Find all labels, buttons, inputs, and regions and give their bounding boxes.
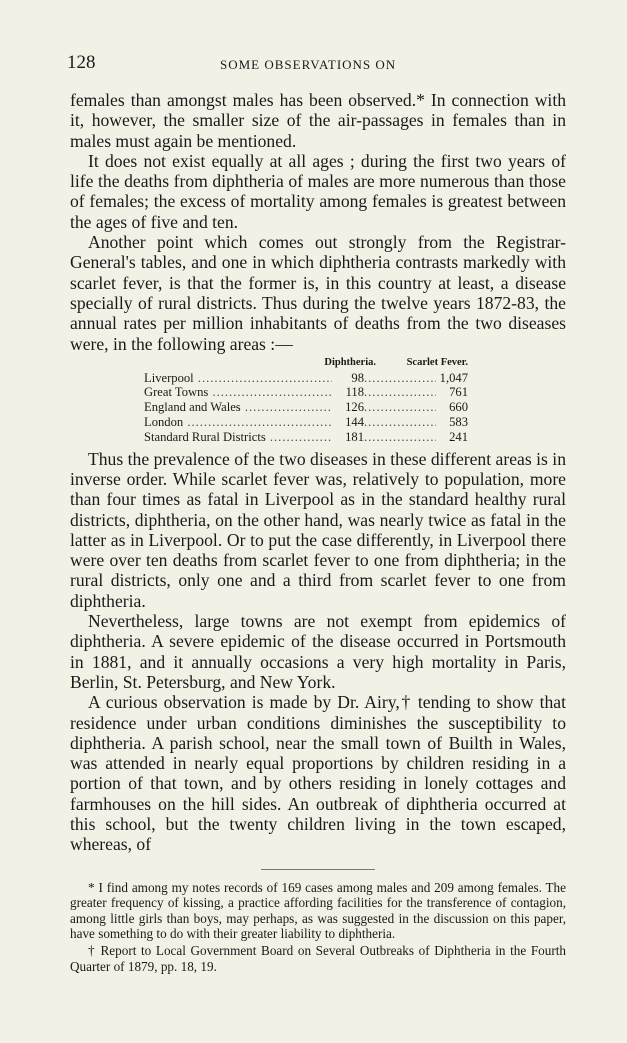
table-row bbox=[144, 430, 468, 445]
diphtheria-rate: 181 bbox=[345, 429, 364, 444]
scarlet-fever-rate: 761 bbox=[449, 385, 468, 400]
dot-leader bbox=[364, 371, 436, 386]
paragraph: Thus the prevalence of the two diseases in these different areas is in inverse order. While scarlet fever was, relatively to population, more than four times as fatal in Liverpool as in the standard healthy rural districts, diphtheria, on the other hand, was nearly twice as fatal in the latter as in Liverpool. Or to put the case differently, in Liverpool there were over ten deaths from scarlet fever to one from diphtheria; in the rural districts, only one and a third from scarlet fever to one from diphtheria. bbox=[70, 448, 566, 611]
table-row bbox=[144, 385, 468, 400]
footnote: † Report to Local Government Board on Several Outbreaks of Diphtheria in the Fourth Quarter of 1879, pp. 18, 19. bbox=[70, 942, 566, 974]
scarlet-fever-rate: 583 bbox=[449, 415, 468, 430]
column-header-diphtheria: Diphtheria. bbox=[324, 356, 376, 368]
footnote-divider bbox=[261, 869, 375, 870]
dot-leader bbox=[364, 415, 436, 430]
mortality-table bbox=[144, 356, 468, 445]
table-header bbox=[144, 356, 468, 371]
diphtheria-rate: 98 bbox=[351, 370, 364, 385]
dot-leader bbox=[364, 400, 436, 415]
diphtheria-rate: 144 bbox=[345, 415, 364, 430]
dot-leader bbox=[364, 430, 436, 445]
area-name: Standard Rural Districts ..... bbox=[144, 430, 332, 445]
area-name: Great Towns ..... bbox=[144, 385, 332, 400]
page bbox=[67, 48, 566, 975]
diphtheria-rate: 126 bbox=[345, 400, 364, 415]
area-name: England and Wales ..... bbox=[144, 400, 332, 415]
scarlet-fever-rate: 1,047 bbox=[439, 370, 468, 385]
area-name: Liverpool ..... bbox=[144, 371, 332, 386]
column-header-scarlet-fever: Scarlet Fever. bbox=[406, 356, 468, 368]
scarlet-fever-rate: 241 bbox=[449, 429, 468, 444]
table-row bbox=[144, 371, 468, 386]
page-number: 128 bbox=[67, 52, 96, 73]
paragraph: A curious observation is made by Dr. Airy,† tending to show that residence under urban conditions diminishes the susceptibility to diphtheria. A parish school, near the small town of Builth in Wales, was attended in nearly equal proportions by children residing in a portion of that town, and by others residing in lonely cottages and farmhouses on the hill sides. An outbreak of diphtheria occurred at this school, but the twenty children living in the town escaped, whereas, of bbox=[70, 692, 566, 855]
table-row bbox=[144, 400, 468, 415]
table-row bbox=[144, 415, 468, 430]
body-text bbox=[70, 90, 566, 855]
paragraph: Nevertheless, large towns are not exempt from epidemics of diphtheria. A severe epidemic of the disease occurred in Portsmouth in 1881, and it annually occasions a very high mortality in Paris, Berlin, St. Petersburg, and New York. bbox=[70, 611, 566, 692]
page-header bbox=[67, 48, 566, 78]
dot-leader bbox=[364, 385, 436, 400]
footnotes bbox=[70, 880, 566, 975]
footnote: * I find among my notes records of 169 cases among males and 209 among females. The greater frequency of kissing, a practice affording facilities for the transference of contagion, among little girls than boys, may perhaps, as was suggested in the discussion on this paper, have something to do with their greater liability to diphtheria. bbox=[70, 879, 566, 942]
area-name: London ..... bbox=[144, 415, 332, 430]
scarlet-fever-rate: 660 bbox=[449, 400, 468, 415]
diphtheria-rate: 118 bbox=[345, 385, 364, 400]
paragraph: Another point which comes out strongly from the Registrar-General's tables, and one in which diphtheria contrasts markedly with scarlet fever, is that the former is, in this country at least, a disease specially of rural districts. Thus during the twelve years 1872-83, the annual rates per million inhabitants of deaths from the two diseases were, in the following areas :— bbox=[70, 232, 566, 354]
running-head: SOME OBSERVATIONS ON bbox=[220, 57, 397, 72]
paragraph: It does not exist equally at all ages ; during the first two years of life the deaths from diphtheria of males are more numerous than those of females; the excess of mortality among females is greatest between the ages of five and ten. bbox=[70, 150, 566, 232]
paragraph: females than amongst males has been observed.* In connection with it, however, the smaller size of the air-passages in females than in males must again be mentioned. bbox=[70, 90, 566, 151]
